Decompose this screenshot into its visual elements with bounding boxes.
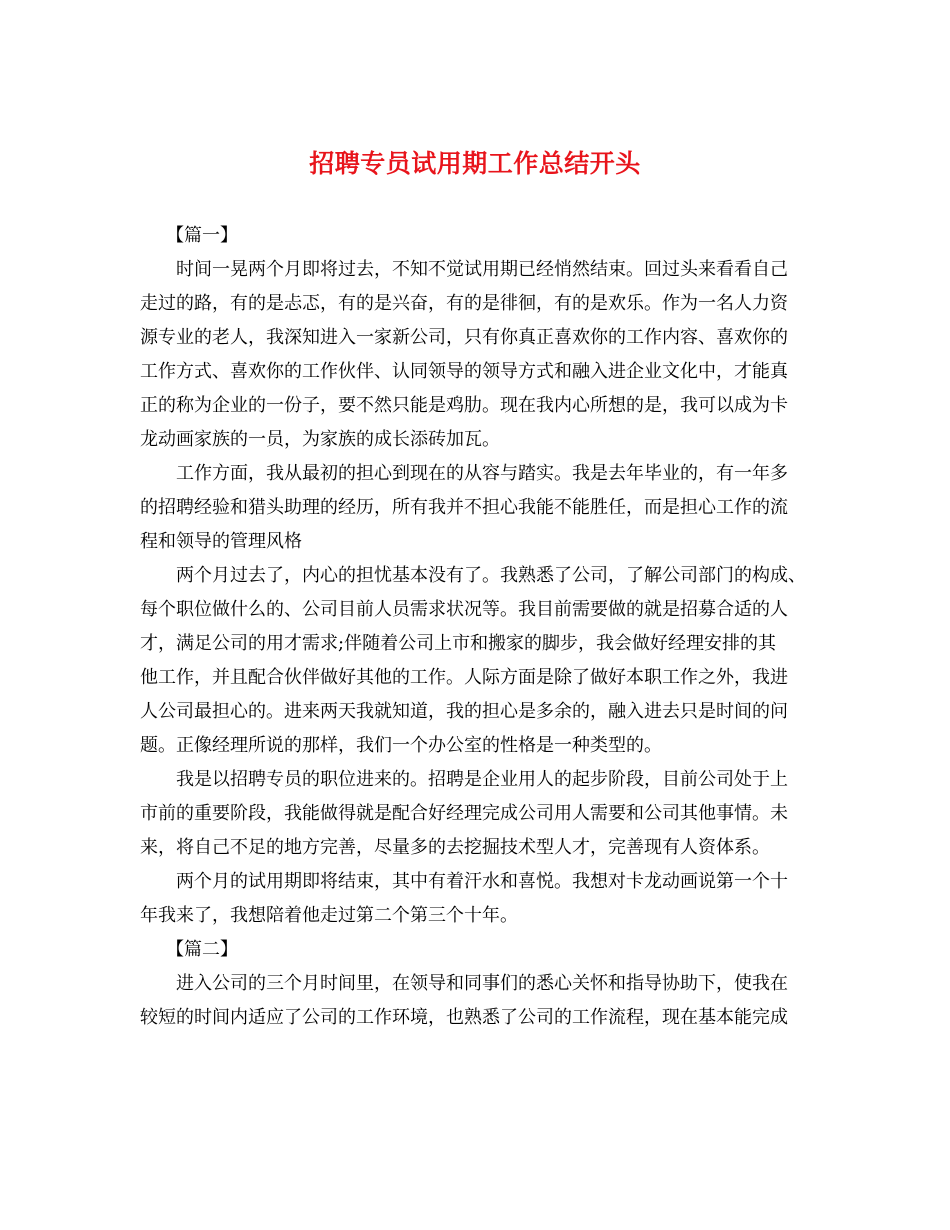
text-line: 进入公司的三个月时间里，在领导和同事们的悉心关怀和指导协助下，使我在	[176, 973, 788, 994]
text-line: 程和领导的管理风格	[140, 531, 302, 552]
text-line: 他工作，并且配合伙伴做好其他的工作。人际方面是除了做好本职工作之外，我进	[140, 667, 788, 688]
text-line: 年我来了，我想陪着他走过第二个第三个十年。	[140, 905, 518, 926]
text-line: 较短的时间内适应了公司的工作环境，也熟悉了公司的工作流程，现在基本能完成	[140, 1007, 788, 1028]
document-body	[140, 219, 828, 1035]
text-line: 每个职位做什么的、公司目前人员需求状况等。我目前需要做的就是招募合适的人	[140, 599, 788, 620]
text-line: 人公司最担心的。进来两天我就知道，我的担心是多余的，融入进去只是时间的问	[140, 701, 788, 722]
text-line: 的招聘经验和猎头助理的经历，所有我并不担心我能不能胜任，而是担心工作的流	[140, 497, 788, 518]
text-line: 正的称为企业的一份子，要不然只能是鸡肋。现在我内心所想的是，我可以成为卡	[140, 395, 788, 416]
document-title: 招聘专员试用期工作总结开头	[309, 149, 641, 178]
text-line: 才，满足公司的用才需求;伴随着公司上市和搬家的脚步，我会做好经理安排的其	[140, 633, 777, 654]
text-line: 市前的重要阶段，我能做得就是配合好经理完成公司用人需要和公司其他事情。未	[140, 803, 788, 824]
text-line: 龙动画家族的一员，为家族的成长添砖加瓦。	[140, 429, 500, 450]
text-line: 走过的路，有的是忐忑，有的是兴奋，有的是徘徊，有的是欢乐。作为一名人力资	[140, 293, 788, 314]
section-heading: 【篇一】	[166, 225, 238, 246]
text-line: 我是以招聘专员的职位进来的。招聘是企业用人的起步阶段，目前公司处于上	[176, 769, 788, 790]
text-line: 源专业的老人，我深知进入一家新公司，只有你真正喜欢你的工作内容、喜欢你的	[140, 327, 788, 348]
section-heading: 【篇二】	[166, 939, 238, 960]
text-line: 工作方面，我从最初的担心到现在的从容与踏实。我是去年毕业的，有一年多	[176, 463, 788, 484]
text-line: 两个月过去了，内心的担忧基本没有了。我熟悉了公司，了解公司部门的构成、	[176, 565, 806, 586]
text-line: 来，将自己不足的地方完善，尽量多的去挖掘技术型人才，完善现有人资体系。	[140, 837, 770, 858]
text-line: 两个月的试用期即将结束，其中有着汗水和喜悦。我想对卡龙动画说第一个十	[176, 871, 788, 892]
text-line: 时间一晃两个月即将过去，不知不觉试用期已经悄然结束。回过头来看看自己	[176, 259, 788, 280]
text-line: 题。正像经理所说的那样，我们一个办公室的性格是一种类型的。	[140, 735, 662, 756]
text-line: 工作方式、喜欢你的工作伙伴、认同领导的领导方式和融入进企业文化中，才能真	[140, 361, 788, 382]
